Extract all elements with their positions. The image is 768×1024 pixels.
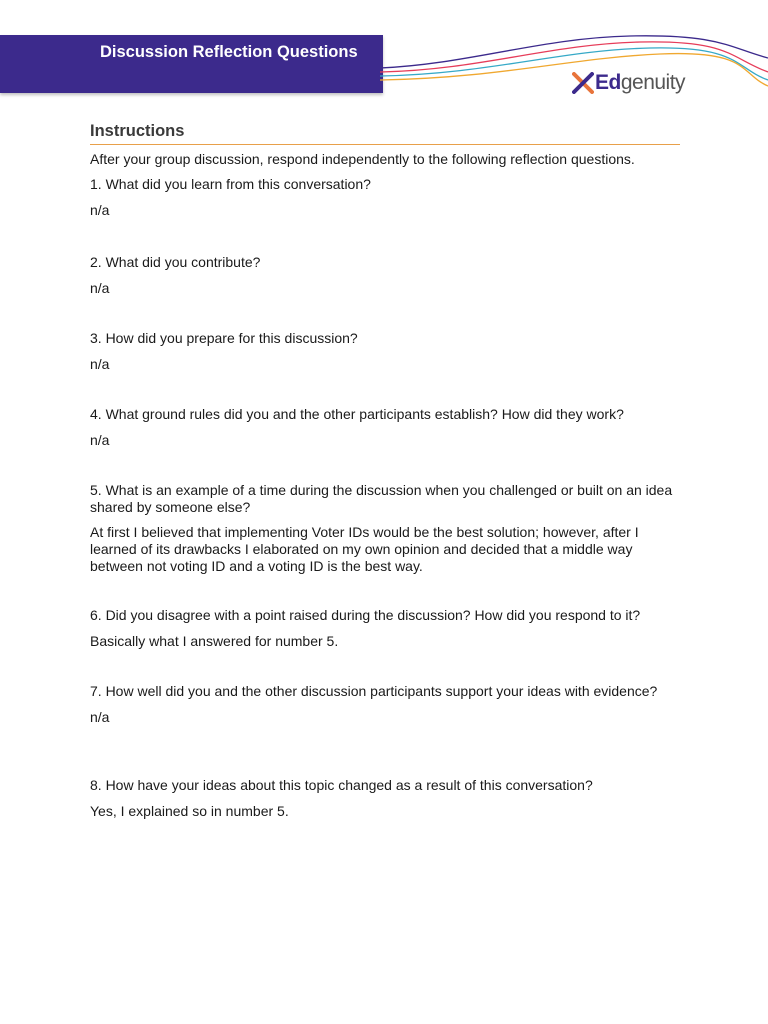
question-block-8 — [90, 777, 680, 820]
answer-2: n/a — [90, 280, 110, 296]
question-6: 6. Did you disagree with a point raised during the discussion? How did you respond to it? — [90, 607, 641, 623]
question-block-7 — [90, 683, 680, 726]
question-block-2 — [90, 254, 680, 297]
question-4: 4. What ground rules did you and the other participants establish? How did they work? — [90, 406, 624, 422]
question-5: 5. What is an example of a time during the discussion when you challenged or built on an idea shared by someone else? — [90, 482, 673, 515]
answer-3: n/a — [90, 356, 110, 372]
answer-4: n/a — [90, 432, 110, 448]
answer-1: n/a — [90, 202, 110, 218]
answer-5: At first I believed that implementing Voter IDs would be the best solution; however, after I learned of its drawbacks I elaborated on my own opinion and decided that a middle way between not voting ID and a voting ID is the best way. — [90, 524, 639, 574]
instructions-heading: Instructions — [90, 122, 680, 145]
page-title: Discussion Reflection Questions — [100, 43, 358, 61]
question-8: 8. How have your ideas about this topic changed as a result of this conversation? — [90, 777, 593, 793]
answer-7: n/a — [90, 709, 110, 725]
question-2: 2. What did you contribute? — [90, 254, 261, 270]
question-block-5 — [90, 482, 680, 575]
question-block-6 — [90, 607, 680, 650]
edgenuity-logo — [572, 70, 685, 96]
edgenuity-x-icon — [572, 72, 594, 94]
question-1: 1. What did you learn from this conversation? — [90, 176, 371, 192]
answer-8: Yes, I explained so in number 5. — [90, 803, 289, 819]
question-block-1 — [90, 176, 680, 219]
instructions-intro: After your group discussion, respond independently to the following reflection questions. — [90, 151, 635, 167]
question-block-3 — [90, 330, 680, 373]
question-7: 7. How well did you and the other discussion participants support your ideas with evidence? — [90, 683, 658, 699]
answer-6: Basically what I answered for number 5. — [90, 633, 339, 649]
logo-text: Edgenuity — [595, 71, 686, 94]
reflection-content — [90, 122, 680, 820]
question-block-4 — [90, 406, 680, 449]
question-3: 3. How did you prepare for this discussion? — [90, 330, 358, 346]
